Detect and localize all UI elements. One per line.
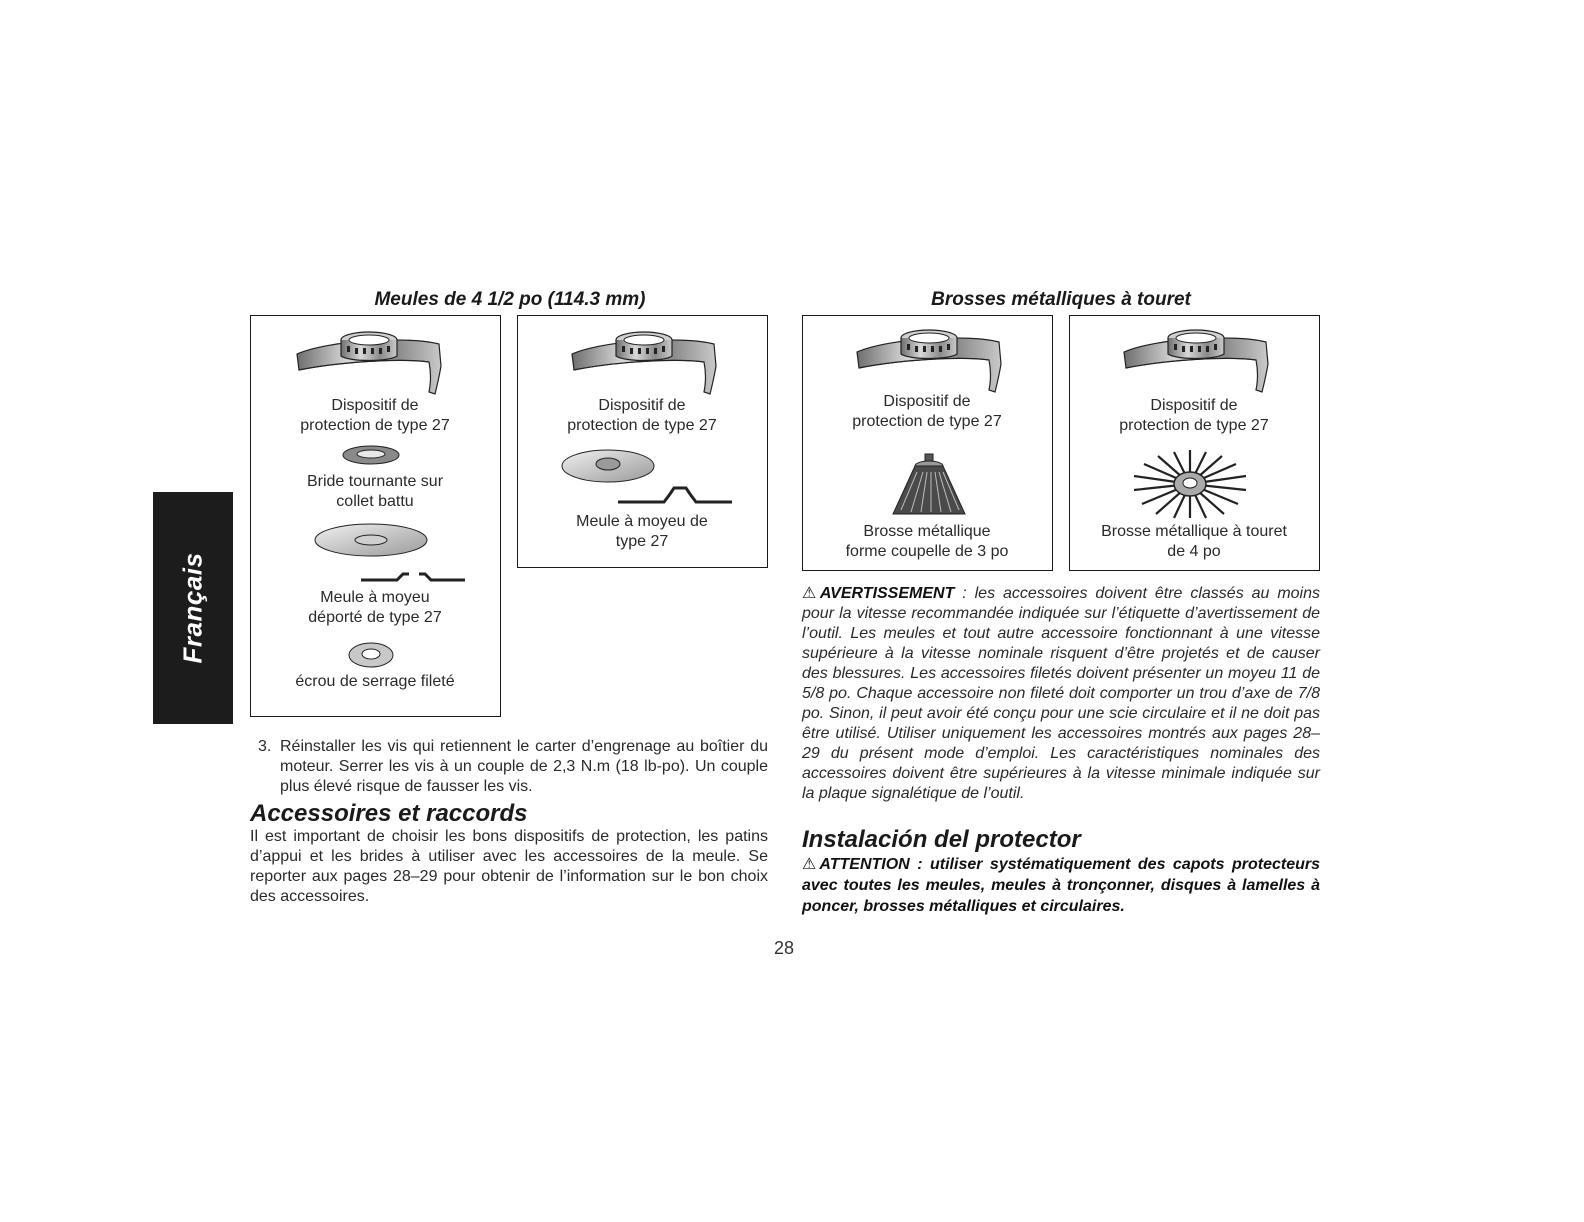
wheel-illustration	[311, 520, 431, 560]
wheel-caption: Meule à moyeu déporté de type 27	[308, 589, 442, 626]
cup-brush-illustration	[887, 454, 971, 518]
attention-icon: ⚠	[802, 856, 820, 873]
side-tab-label: Français	[177, 552, 208, 664]
brush-caption: Brosse métallique forme coupelle de 3 po	[845, 523, 1009, 560]
right-figure-title: Brosses métalliques à touret	[931, 289, 1191, 310]
guard-caption: Dispositif de protection de type 27	[1119, 397, 1269, 434]
flange-caption: Bride tournante sur collet battu	[306, 473, 444, 510]
figure-box-wheel-brush	[1069, 315, 1320, 571]
accessories-paragraph: Il est important de choisir les bons dispositifs de protection, les patins d’appui et les brides à utiliser avec les accessoires de la meule. Se reporter aux pages 28–29 pour obtenir de l’information sur le bon choix des accessoires.	[250, 828, 768, 905]
nut-illustration	[343, 640, 399, 670]
attention-text: ATTENTION : utiliser systématiquement des capots protecteurs avec toutes les meules, meules à tronçonner, disques à lamelles à poncer, brosses métalliques et circulaires.	[802, 856, 1320, 915]
step-3-text: Réinstaller les vis qui retiennent le carter d’engrenage au boîtier du moteur. Serrer les vis à un couple de 2,3 N.m (18 lb-po). Un couple plus élevé risque de fausser les vis.	[280, 738, 768, 795]
page-number: 28	[773, 938, 795, 958]
guard-caption: Dispositif de protection de type 27	[567, 397, 717, 434]
accessories-heading: Accessoires et raccords	[250, 800, 528, 827]
protector-heading: Instalación del protector	[802, 826, 1081, 853]
wheel-brush-illustration	[1130, 448, 1250, 520]
brush-caption: Brosse métallique à touret de 4 po	[1101, 523, 1287, 560]
figure-box-wheel-offset-hub	[250, 315, 501, 717]
wheel-profile-illustration	[361, 568, 471, 584]
step-3-number: 3.	[258, 738, 272, 755]
guard-illustration	[849, 324, 1009, 394]
guard-illustration	[1116, 324, 1276, 394]
warning-icon: ⚠	[802, 585, 820, 602]
wheel-profile-illustration	[618, 482, 738, 508]
wheel-caption: Meule à moyeu de type 27	[576, 513, 708, 550]
flange-illustration	[331, 444, 411, 466]
attention-paragraph	[802, 854, 1320, 917]
nut-caption: écrou de serrage fileté	[295, 673, 455, 690]
guard-caption: Dispositif de protection de type 27	[300, 397, 450, 434]
language-side-tab	[153, 492, 233, 724]
figure-box-wheel-type27	[517, 315, 768, 568]
left-figure-title: Meules de 4 1/2 po (114.3 mm)	[374, 289, 646, 310]
guard-illustration	[564, 326, 724, 396]
wheel-illustration	[558, 446, 658, 486]
warning-text: : les accessoires doivent être classés au moins pour la vitesse recommandée indiquée sur l’étiquette d’avertissement de l’outil. Les meules et tout autre accessoire fonctionnant à une vitesse supérieure à la vitesse nominale risquent d’être projetés et de causer des blessures. Les accessoires filetés doivent présenter un moyeu 11 de 5/8 po. Chaque accessoire non fileté doit comporter un trou d’axe de 7/8 po. Sinon, il peut avoir été conçu pour une scie circulaire et il ne doit pas être utilisé. Utiliser uniquement les accessoires montrés aux pages 28–29 du présent mode d’emploi. Les caractéristiques nominales des accessoires doivent être supérieures à la vitesse minimale indiquée sur la plaque signalétique de l’outil.	[802, 585, 1320, 802]
warning-label: AVERTISSEMENT	[819, 585, 955, 602]
guard-caption: Dispositif de protection de type 27	[852, 393, 1002, 430]
figure-box-cup-brush	[802, 315, 1053, 571]
warning-paragraph	[802, 584, 1320, 804]
guard-illustration	[289, 326, 449, 396]
